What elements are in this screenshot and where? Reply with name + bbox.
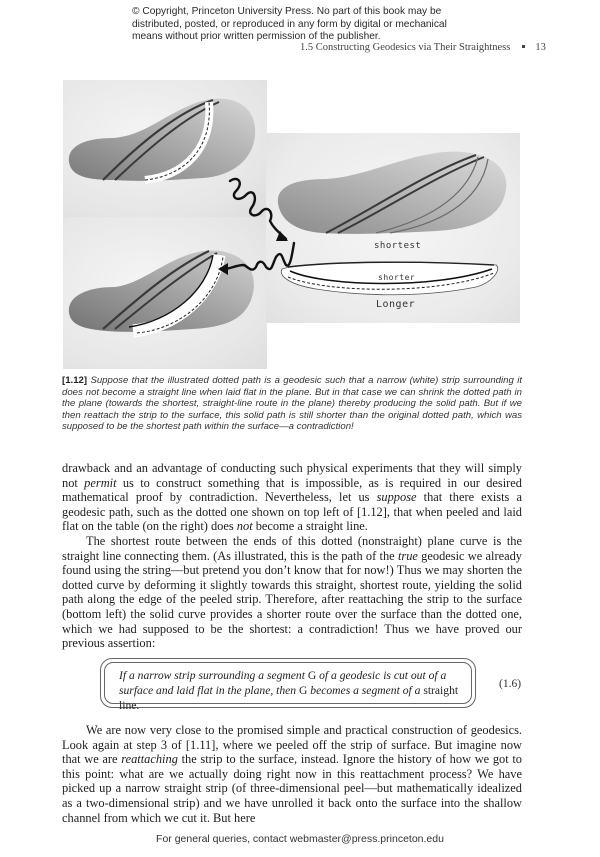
symbol-g: G (299, 684, 308, 697)
text-run: drawback and an advantage of conducting such physical experiments that they will simply not (62, 461, 522, 490)
equation-number: (1.6) (499, 678, 522, 690)
bullet-separator (522, 45, 525, 48)
label-shorter: shorter (378, 273, 416, 282)
emphasis: permit (84, 475, 117, 490)
emphasis: true (397, 548, 418, 563)
text-run-upright: straight line (119, 684, 459, 712)
figure-1-12 (62, 79, 522, 371)
paragraph-2 (62, 534, 522, 651)
label-shortest: shortest (374, 241, 422, 251)
section-title: 1.5 Constructing Geodesics via Their Straightness (300, 42, 511, 53)
boxed-assertion (100, 658, 476, 712)
emphasis: not (236, 519, 253, 534)
figure-caption (62, 375, 522, 433)
text-run: The shortest route between the ends of this dotted (nonstraight) plane curve is the straight line connecting them. (As illustrated, this is the path of the (62, 534, 522, 563)
page-number: 13 (535, 42, 546, 53)
caption-text: Suppose that the illustrated dotted path is a geodesic such that a narrow (white) strip surrounding it does not become a straight line when laid flat in the plane. But in that case we can shrink the dotted path in the plane (towards the shortest, straight-line route in the plane) thereby producing the solid path. But if we then reattach the strip to the surface, this solid path is still shorter than the original dotted path, which was supposed to be the shortest path within the surface—a contradiction! (62, 375, 522, 432)
copyright-line-3: means without prior written permission of the publisher. (132, 31, 381, 43)
text-run: . (136, 699, 140, 712)
text-run: geodesic we already found using the string—but pretend you don’t know that for now!) Thus we may shorten the dotted curve by deforming it slightly towards this straight, shortest route, yielding the solid path along the edge of the peeled strip. Therefore, after reattaching the strip to the surface (bottom left) the solid curve provides a shorter route over the surface than the dotted one, which we had supposed to be the shortest: a contradiction! Thus we have proved our previous assertion: (62, 548, 522, 651)
running-head (300, 42, 546, 53)
label-longer: Longer (376, 299, 416, 310)
paragraph-3 (62, 723, 522, 825)
photo-squash-reattached-strip (63, 217, 267, 369)
footer-contact: For general queries, contact webmaster@press.princeton.edu (156, 833, 444, 845)
figure-number: [1.12] (62, 375, 88, 386)
copyright-line-2: distributed, posted, or reproduced in any form by digital or mechanical (132, 18, 447, 30)
assertion-text (119, 668, 469, 713)
copyright-notice (132, 6, 462, 44)
text-run: become a straight line. (252, 519, 368, 534)
text-run: If a narrow strip surrounding a segment (119, 669, 308, 682)
paragraph-1 (62, 461, 522, 534)
photo-peeled-strip-flat (266, 133, 520, 323)
copyright-line-1: © Copyright, Princeton University Press. No part of this book may be (132, 6, 442, 17)
symbol-g: G (307, 669, 317, 682)
text-run: that there exists a geodesic path, such as the dotted one shown on top left of [1.12], that when peeled and laid flat on the table (on the right) does (62, 490, 522, 534)
text-run: becomes a segment of a (307, 684, 424, 697)
text-run: of a geodesic is cut out of a surface and laid flat in the plane, then (119, 669, 447, 697)
photo-squash-dotted-geodesic (63, 80, 267, 217)
emphasis: suppose (376, 490, 417, 505)
text-run: We are now very close to the promised simple and practical construction of geodesics. Look again at step 3 of [1.11], where we peeled off the strip of surface. But imagine now that we are (62, 723, 522, 767)
emphasis: reattaching (121, 752, 178, 767)
text-run: us to construct something that is impossible, as is required in our desired mathematical proof by contradiction. Nevertheless, let us (62, 475, 522, 505)
text-run: the strip to the surface, instead. Ignore the history of how we got to this point: what are we actually doing right now in this reattachment process? We have picked up a narrow straight strip (of three-dimensional peel—but mathematically idealized as a two-dimensional strip) and we have unrolled it back onto the surface into the shallow channel from which we cut it. But here (62, 752, 522, 825)
